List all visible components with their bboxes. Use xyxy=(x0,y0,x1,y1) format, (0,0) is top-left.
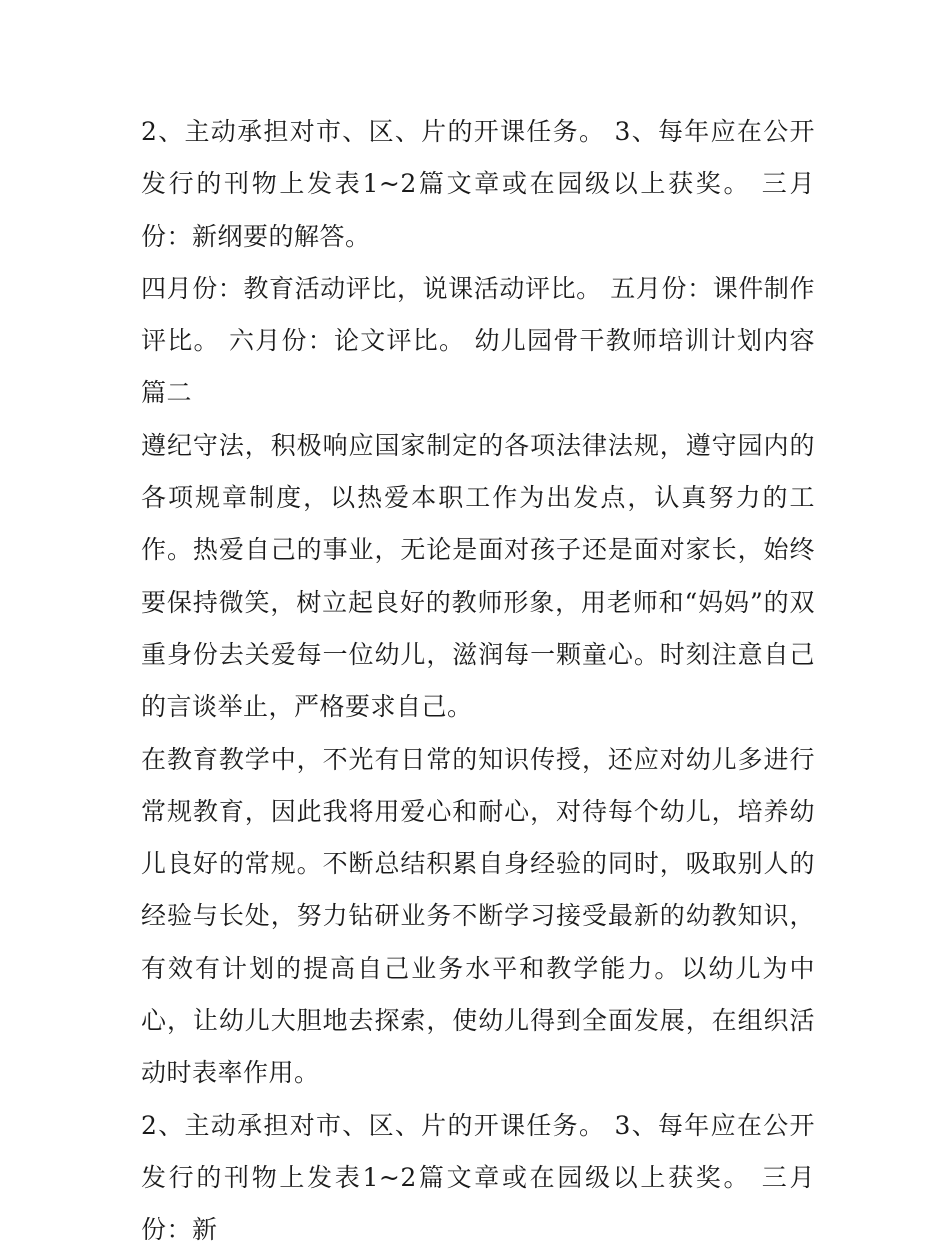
paragraph-3: 遵纪守法，积极响应国家制定的各项法律法规，遵守园内的各项规章制度，以热爱本职工作为出发点，认真努力的工作。热爱自己的事业，无论是面对孩子还是面对家长，始终要保持微笑，树立起良好的教师形象，用老师和“妈妈”的双重身份去关爱每一位幼儿，滋润每一颗童心。时刻注意自己的言谈举止，严格要求自己。 xyxy=(141,430,815,722)
document-body xyxy=(141,106,815,1257)
paragraph-4: 在教育教学中，不光有日常的知识传授，还应对幼儿多进行常规教育，因此我将用爱心和耐心，对待每个幼儿，培养幼儿良好的常规。不断总结积累自身经验的同时，吸取别人的经验与长处，努力钻研业务不断学习接受最新的幼教知识，有效有计划的提高自己业务水平和教学能力。以幼儿为中心，让幼儿大胆地去探索，使幼儿得到全面发展，在组织活动时表率作用。 xyxy=(141,744,815,1088)
paragraph-2: 四月份：教育活动评比，说课活动评比。 五月份：课件制作评比。 六月份：论文评比。 幼儿园骨干教师培训计划内容篇二 xyxy=(141,273,815,408)
paragraph-5: 2、主动承担对市、区、片的开课任务。 3、每年应在公开发行的刊物上发表1~2篇文章或在园级以上获奖。 三月份：新 xyxy=(141,1110,815,1245)
paragraph-1: 2、主动承担对市、区、片的开课任务。 3、每年应在公开发行的刊物上发表1~2篇文章或在园级以上获奖。 三月份：新纲要的解答。 xyxy=(141,117,815,251)
